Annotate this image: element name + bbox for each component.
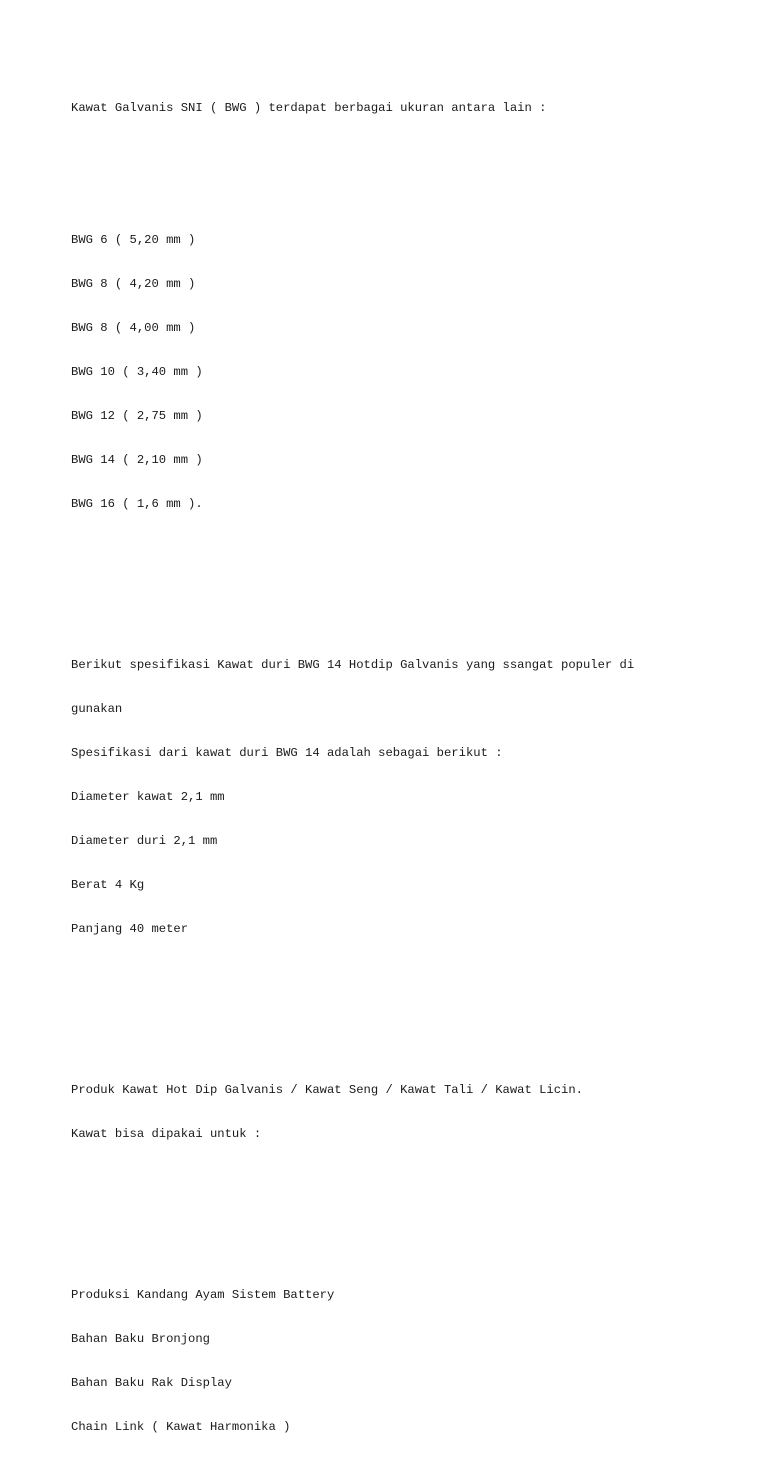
spec-item: Berat 4 Kg <box>71 878 145 893</box>
document-body <box>71 72 671 1479</box>
uses-list <box>71 1259 671 1464</box>
spec-lead-line: Berikut spesifikasi Kawat duri BWG 14 Hotdip Galvanis yang ssangat populer di <box>71 658 635 673</box>
size-item: BWG 16 ( 1,6 mm ). <box>71 497 203 512</box>
spec-section <box>71 629 671 966</box>
use-item: Bahan Baku Rak Display <box>71 1376 232 1391</box>
size-item: BWG 12 ( 2,75 mm ) <box>71 409 203 424</box>
size-item: BWG 6 ( 5,20 mm ) <box>71 233 196 248</box>
size-item: BWG 14 ( 2,10 mm ) <box>71 453 203 468</box>
blank-line <box>71 995 671 1010</box>
blank-line <box>71 570 671 585</box>
spec-item: Diameter kawat 2,1 mm <box>71 790 225 805</box>
size-item: BWG 10 ( 3,40 mm ) <box>71 365 203 380</box>
uses-heading: Kawat bisa dipakai untuk : <box>71 1127 262 1142</box>
spec-item: Diameter duri 2,1 mm <box>71 834 218 849</box>
size-item: BWG 8 ( 4,20 mm ) <box>71 277 196 292</box>
use-item: Chain Link ( Kawat Harmonika ) <box>71 1420 291 1435</box>
size-list <box>71 204 671 541</box>
size-item: BWG 8 ( 4,00 mm ) <box>71 321 196 336</box>
blank-line <box>71 145 671 160</box>
spec-heading: Spesifikasi dari kawat duri BWG 14 adalah sebagai berikut : <box>71 746 503 761</box>
spec-lead-line: gunakan <box>71 702 123 717</box>
intro-text: Kawat Galvanis SNI ( BWG ) terdapat berbagai ukuran antara lain : <box>71 101 547 116</box>
spec-item: Panjang 40 meter <box>71 922 189 937</box>
product-section <box>71 1054 671 1171</box>
blank-line <box>71 1200 671 1215</box>
product-line: Produk Kawat Hot Dip Galvanis / Kawat Seng / Kawat Tali / Kawat Licin. <box>71 1083 583 1098</box>
use-item: Bahan Baku Bronjong <box>71 1332 210 1347</box>
use-item: Produksi Kandang Ayam Sistem Battery <box>71 1288 335 1303</box>
